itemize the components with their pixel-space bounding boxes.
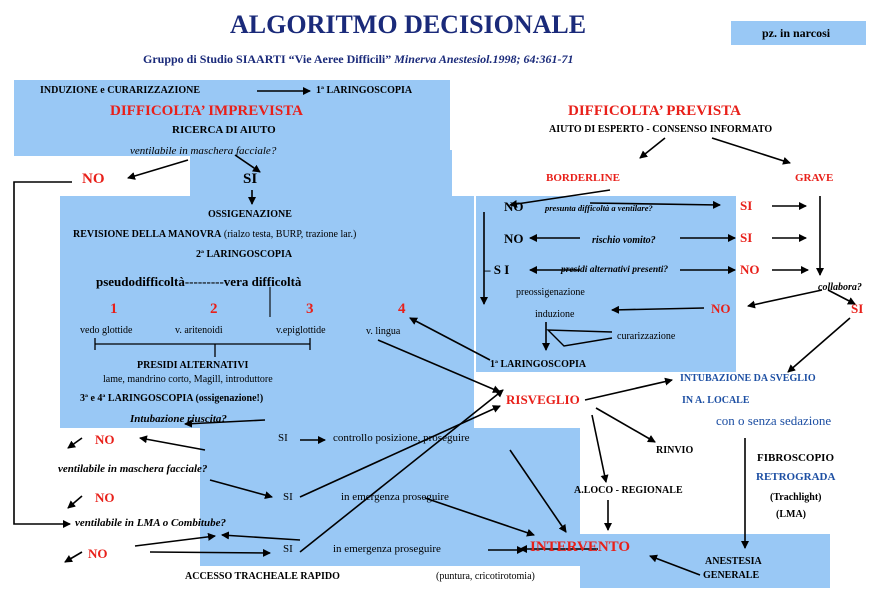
no-collabora: NO xyxy=(711,301,731,316)
flow-arrow xyxy=(788,318,850,372)
subtitle: Gruppo di Studio SIAARTI “Vie Aeree Difficili” Minerva Anestesiol.1998; 64:361-71 xyxy=(143,52,574,66)
ventilabile-lma-q: ventilabile in LMA o Combitube? xyxy=(75,517,226,529)
ossigenazione: OSSIGENAZIONE xyxy=(208,209,292,220)
aritenoidi: v. aritenoidi xyxy=(175,325,223,336)
flow-arrow xyxy=(128,160,188,178)
grade-1: 1 xyxy=(110,301,118,317)
pseudo-vera-difficolta: pseudodifficoltà---------vera difficoltà xyxy=(96,274,302,289)
trachlight: (Trachlight) xyxy=(770,492,822,503)
flow-arrow xyxy=(150,552,270,553)
lma-paren: (LMA) xyxy=(776,509,806,520)
flow-arrow xyxy=(640,138,665,158)
presidi-alternativi: PRESIDI ALTERNATIVI xyxy=(137,360,249,371)
flow-arrow xyxy=(410,318,490,360)
flow-arrow xyxy=(650,556,700,575)
preossigenazione: preossigenazione xyxy=(516,287,585,298)
con-senza-sedazione: con o senza sedazione xyxy=(716,413,832,428)
flow-arrow xyxy=(135,536,215,546)
flow-arrow xyxy=(222,535,300,540)
borderline: BORDERLINE xyxy=(546,172,620,184)
si-vomito: SI xyxy=(740,230,753,245)
intubazione-riuscita-q: Intubazione riuscita? xyxy=(130,413,227,425)
ventilabile-maschera-q: ventilabile in maschera facciale? xyxy=(130,145,277,157)
flow-arrow xyxy=(378,340,500,392)
flow-arrow xyxy=(510,450,566,532)
difficolta-imprevista: DIFFICOLTA’ IMPREVISTA xyxy=(110,103,303,119)
no-presidi: NO xyxy=(740,262,760,277)
badge-text: pz. in narcosi xyxy=(762,26,831,40)
no-ventilabile: NO xyxy=(82,171,105,187)
laringoscopia-1-label: 1ª LARINGOSCOPIA xyxy=(316,85,413,96)
flow-arrow xyxy=(748,290,822,306)
si-presidi: – S I xyxy=(484,262,510,277)
grave: GRAVE xyxy=(795,172,834,184)
collabora-q: collabora? xyxy=(818,282,862,293)
flow-arrow xyxy=(300,406,500,497)
si-lma: SI xyxy=(283,543,293,555)
difficolta-prevista: DIFFICOLTA’ PREVISTA xyxy=(568,103,741,119)
rischio-vomito-q: rischio vomito? xyxy=(592,235,656,246)
ricerca-aiuto: RICERCA DI AIUTO xyxy=(172,124,276,136)
no-lma: NO xyxy=(88,546,108,561)
si-presunta: SI xyxy=(740,198,753,213)
si-ventilabile: SI xyxy=(243,171,258,187)
presunta-difficolta-q: presunta difficoltà a ventilare? xyxy=(545,203,653,213)
si-intubazione: SI xyxy=(278,432,288,444)
in-a-locale: IN A. LOCALE xyxy=(682,395,750,406)
induzione-curarizzazione-link xyxy=(548,330,612,346)
flow-arrow xyxy=(68,438,82,448)
flow-arrow xyxy=(210,480,272,497)
induzione-right: induzione xyxy=(535,309,575,320)
flow-arrow xyxy=(712,138,790,163)
flow-arrow xyxy=(612,308,704,310)
flow-arrow xyxy=(68,496,82,508)
epiglottide: v.epiglottide xyxy=(276,325,326,336)
lingua: v. lingua xyxy=(366,326,401,337)
rinvio: RINVIO xyxy=(656,445,694,456)
laringoscopia-3-4: 3ª e 4ª LARINGOSCOPIA (ossigenazione!) xyxy=(80,393,264,404)
fibroscopio: FIBROSCOPIO xyxy=(757,452,835,464)
flow-arrow xyxy=(585,380,672,400)
vedo-glottide: vedo glottide xyxy=(80,325,133,336)
flow-arrow xyxy=(425,498,534,535)
flow-arrow xyxy=(300,390,503,552)
generale: GENERALE xyxy=(703,570,760,581)
laringoscopia-2-label: 2ª LARINGOSCOPIA xyxy=(196,249,293,260)
intervento: INTERVENTO xyxy=(530,539,631,555)
no-maschera: NO xyxy=(95,490,115,505)
curarizzazione: curarizzazione xyxy=(617,331,676,342)
induzione-label: INDUZIONE e CURARIZZAZIONE xyxy=(40,85,201,96)
revisione-manovra: REVISIONE DELLA MANOVRA (rialzo testa, BURP, trazione lar.) xyxy=(73,229,357,240)
accesso-note: (puntura, cricotirotomia) xyxy=(436,571,535,582)
no-presunta: NO xyxy=(504,199,524,214)
grade-2: 2 xyxy=(210,301,218,317)
no-intubazione: NO xyxy=(95,432,115,447)
ventilabile-maschera-q2: ventilabile in maschera facciale? xyxy=(58,463,208,475)
flow-arrow xyxy=(65,552,82,562)
presidi-presenti-q: presidi alternativi presenti? xyxy=(561,265,669,275)
anestesia: ANESTESIA xyxy=(705,556,762,567)
flow-arrow xyxy=(596,408,655,442)
accesso-tracheale: ACCESSO TRACHEALE RAPIDO xyxy=(185,571,340,582)
flow-arrow xyxy=(140,438,205,450)
grade-4: 4 xyxy=(398,301,406,317)
flow-arrow xyxy=(592,415,606,482)
laringoscopia-1-right: 1ª LARINGOSCOPIA xyxy=(490,359,587,370)
grade-3: 3 xyxy=(306,301,314,317)
emergenza-proseguire-2: in emergenza proseguire xyxy=(333,543,441,555)
flow-arrow xyxy=(235,155,260,172)
risveglio: RISVEGLIO xyxy=(506,392,580,407)
retrograda: RETROGRADA xyxy=(756,471,836,483)
si-maschera: SI xyxy=(283,491,293,503)
controllo-posizione: controllo posizione, proseguire xyxy=(333,432,470,444)
intubazione-sveglio: INTUBAZIONE DA SVEGLIO xyxy=(680,373,816,384)
emergenza-proseguire-1: in emergenza proseguire xyxy=(341,491,449,503)
aloco-regionale: A.LOCO - REGIONALE xyxy=(574,485,683,496)
page-title: ALGORITMO DECISIONALE xyxy=(230,10,587,39)
presidi-list: lame, mandrino corto, Magill, introduttore xyxy=(103,374,273,385)
no-vomito: NO xyxy=(504,231,524,246)
si-collabora: SI xyxy=(851,301,864,316)
aiuto-esperto: AIUTO DI ESPERTO - CONSENSO INFORMATO xyxy=(549,124,773,135)
